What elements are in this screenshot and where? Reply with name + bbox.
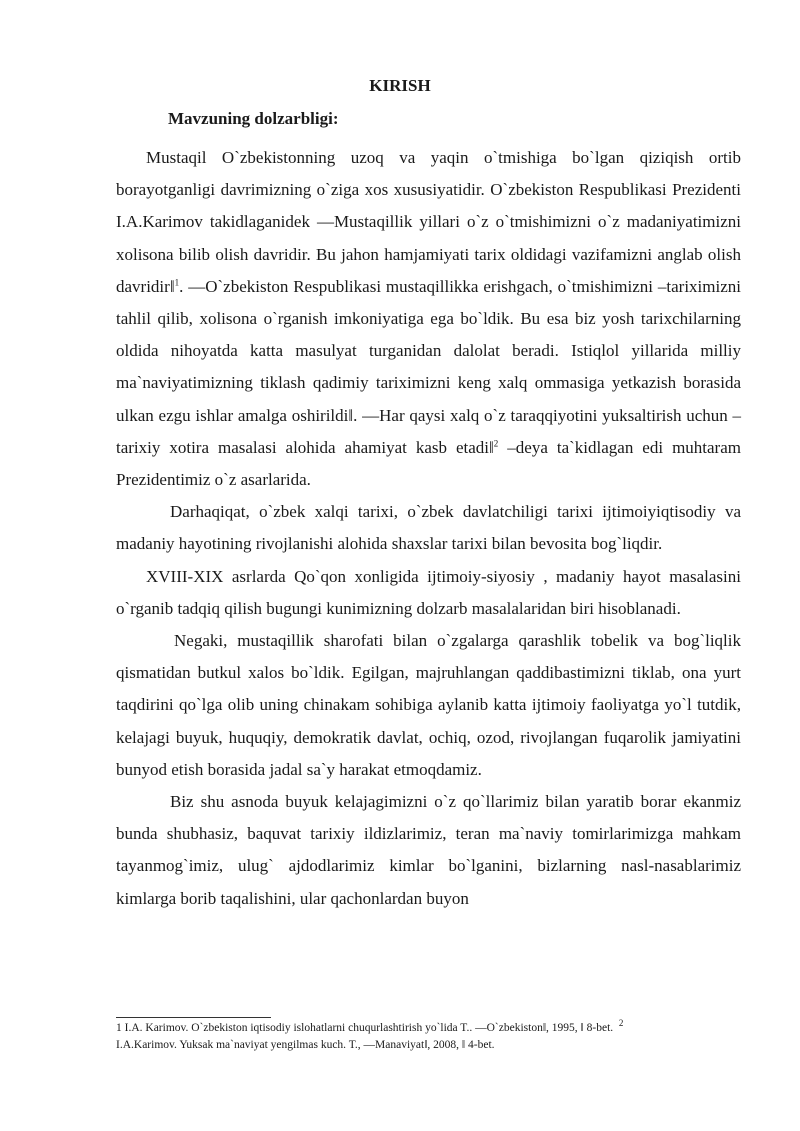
footnote-line-1 <box>116 1020 756 1037</box>
paragraph-5: Biz shu asnoda buyuk kelajagimizni o`z qo`llarimiz bilan yaratib borar ekanmiz bunda shubhasiz, baquvat tarixiy ildizlarimiz, teran ma`naviy tomirlarimizga mahkam tayanmog`imiz, ulug` ajdodlarimiz kimlar bo`lganini, bizlarning nasl-nasablarimiz kimlarga borib taqalishini, ular qachonlardan buyon <box>116 792 741 908</box>
footnotes <box>116 1020 756 1054</box>
paragraph-4: Negaki, mustaqillik sharofati bilan o`zgalarga qarashlik tobelik va bog`liqlik qismatidan butkul xalos bo`ldik. Egilgan, majruhlangan qaddibastimizni tiklab, ona yurt taqdirini qo`lga olib uning chinakam sohibiga aylanib katta ijtimoiy faoliyatga yo`l tutdik, kelajagi buyuk, huquqiy, demokratik davlat, ochiq, ozod, rivojlangan fuqarolik jamiyatini bunyod etish borasida jadal sa`y harakat etmoqdamiz. <box>116 631 741 779</box>
footnote-2-marker: 2 <box>618 1018 624 1029</box>
footnote-ref-1: 1 <box>174 277 180 288</box>
paragraph-3: XVIII-XIX asrlarda Qo`qon xonligida ijtimoiy-siyosiy , madaniy hayot masalasini o`rganib tadqiq qilish bugungi kunimizning dolzarb masalalaridan biri hisoblanadi. <box>116 566 741 618</box>
page-heading: KIRISH <box>369 76 431 95</box>
body-text <box>116 142 741 915</box>
paragraph-1-text-b: . ―O`zbekiston Respublikasi mustaqillikka erishgach, o`tmishimizni –tariximizni tahlil qilib, xolisona o`rganish imkoniyatiga ega bo`ldik. Bu esa biz yosh tarixchilarning oldida nihoyatda katta masulyat turganidan dalolat beradi. Istiqlol yillarida milliy ma`naviyatimizning tiklash qadimiy tariximizni keng xalq ommasiga yetkazish borasida ulkan ezgu ishlar amalga oshirildi‖. ―Har qaysi xalq o`z taraqqiyotini yuksaltirish uchun – tarixiy xotira masalasi alohida ahamiyat kasb etadi‖ <box>116 276 741 457</box>
footnote-divider <box>116 1017 271 1018</box>
paragraph-2: Darhaqiqat, o`zbek xalqi tarixi, o`zbek davlatchiligi tarixi ijtimoiyiqtisodiy va madaniy hayotining rivojlanishi alohida shaxslar tarixi bilan bevosita bog`liqdir. <box>116 502 741 554</box>
footnote-line-2: I.A.Karimov. Yuksak ma`naviyat yengilmas kuch. T., ―Manaviyat‖, 2008, ‖ 4-bet. <box>116 1039 495 1051</box>
footnote-1-text: 1 I.A. Karimov. O`zbekiston iqtisodiy islohatlarni chuqurlashtirish yo`lida T.. ―O`zbekiston‖, 1995, ‖ 8-bet. <box>116 1022 614 1034</box>
section-title: Mavzuning dolzarbligi: <box>168 109 339 128</box>
footnote-ref-2: 2 <box>493 438 499 449</box>
paragraph-1-text-c: –deya ta`kidlagan edi muhtaram Prezidentimiz o`z asarlarida. <box>116 437 741 490</box>
paragraph-1-text-a: Mustaqil O`zbekistonning uzoq va yaqin o`tmishiga bo`lgan qiziqish ortib borayotganligi davrimizning o`ziga xos xususiyatidir. O`zbekiston Respublikasi Prezidenti I.A.Karimov takidlaganidek ―Mustaqillik yillari o`z o`tmishimizni o`z madaniyatimizni xolisona bilib olish davridir. Bu jahon hamjamiyati tarix oldidagi vazifamizni anglab olish davridir‖ <box>116 148 741 296</box>
paragraph-1 <box>116 142 741 496</box>
